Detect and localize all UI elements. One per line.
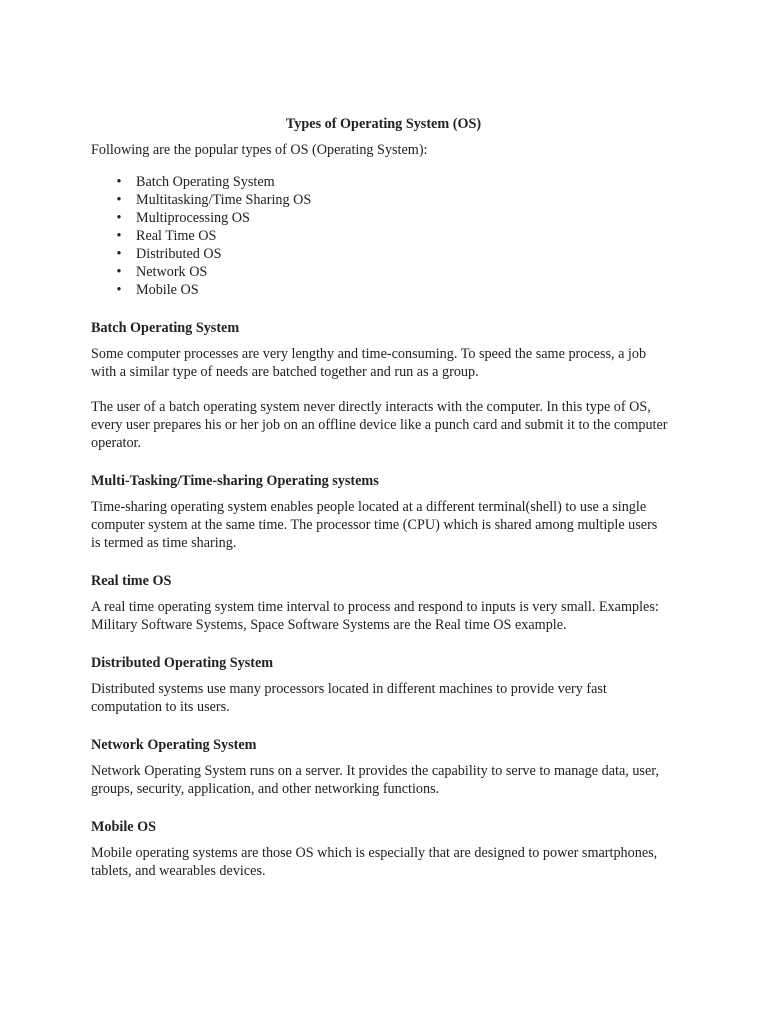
bullet-icon: • [116, 264, 122, 280]
bullet-icon: • [116, 192, 122, 208]
section-batch-os [91, 319, 668, 452]
section-network-os [91, 736, 668, 798]
list-item [91, 245, 668, 263]
section-mobile-os [91, 818, 668, 880]
list-item [91, 209, 668, 227]
section-paragraph: Some computer processes are very lengthy and time-consuming. To speed the same process, a job with a similar type of needs are batched together and run as a group. [91, 346, 647, 380]
section-time-sharing-os [91, 472, 668, 552]
section-paragraph: The user of a batch operating system never directly interacts with the computer. In this type of OS, every user prepares his or her job on an offline device like a punch card and submit it to the computer operator. [91, 399, 668, 451]
os-types-list [91, 173, 668, 299]
list-item [91, 281, 668, 299]
section-heading: Real time OS [91, 573, 172, 589]
bullet-icon: • [116, 282, 122, 298]
list-item [91, 191, 668, 209]
section-paragraph: Distributed systems use many processors located in different machines to provide very fast computation to its users. [91, 681, 607, 715]
section-distributed-os [91, 654, 668, 716]
list-item [91, 263, 668, 281]
section-paragraph: Time-sharing operating system enables people located at a different terminal(shell) to use a single computer system at the same time. The processor time (CPU) which is shared among multiple users is termed as time sharing. [91, 499, 658, 551]
bullet-icon: • [116, 174, 122, 190]
bullet-icon: • [116, 228, 122, 244]
list-item [91, 173, 668, 191]
section-heading: Mobile OS [91, 819, 157, 835]
section-paragraph: Mobile operating systems are those OS which is especially that are designed to power smartphones, tablets, and wearables devices. [91, 845, 658, 879]
list-item-label: Batch Operating System [136, 174, 275, 190]
intro-text: Following are the popular types of OS (Operating System): [91, 142, 428, 158]
bullet-icon: • [116, 246, 122, 262]
list-item-label: Mobile OS [136, 282, 199, 298]
section-heading: Batch Operating System [91, 320, 240, 336]
list-item-label: Network OS [136, 264, 208, 280]
list-item-label: Multiprocessing OS [136, 210, 250, 226]
document-title: Types of Operating System (OS) [285, 116, 482, 132]
section-heading: Distributed Operating System [91, 655, 274, 671]
section-paragraph: A real time operating system time interval to process and respond to inputs is very small. Examples: Military Software Systems, Space Software Systems are the Real time OS example. [91, 599, 659, 633]
list-item-label: Real Time OS [136, 228, 217, 244]
section-paragraph: Network Operating System runs on a server. It provides the capability to serve to manage data, user, groups, security, application, and other networking functions. [91, 763, 659, 797]
list-item-label: Distributed OS [136, 246, 222, 262]
bullet-icon: • [116, 210, 122, 226]
section-real-time-os [91, 572, 668, 634]
list-item-label: Multitasking/Time Sharing OS [136, 192, 312, 208]
section-heading: Multi-Tasking/Time-sharing Operating systems [91, 473, 379, 489]
section-heading: Network Operating System [91, 737, 257, 753]
list-item [91, 227, 668, 245]
